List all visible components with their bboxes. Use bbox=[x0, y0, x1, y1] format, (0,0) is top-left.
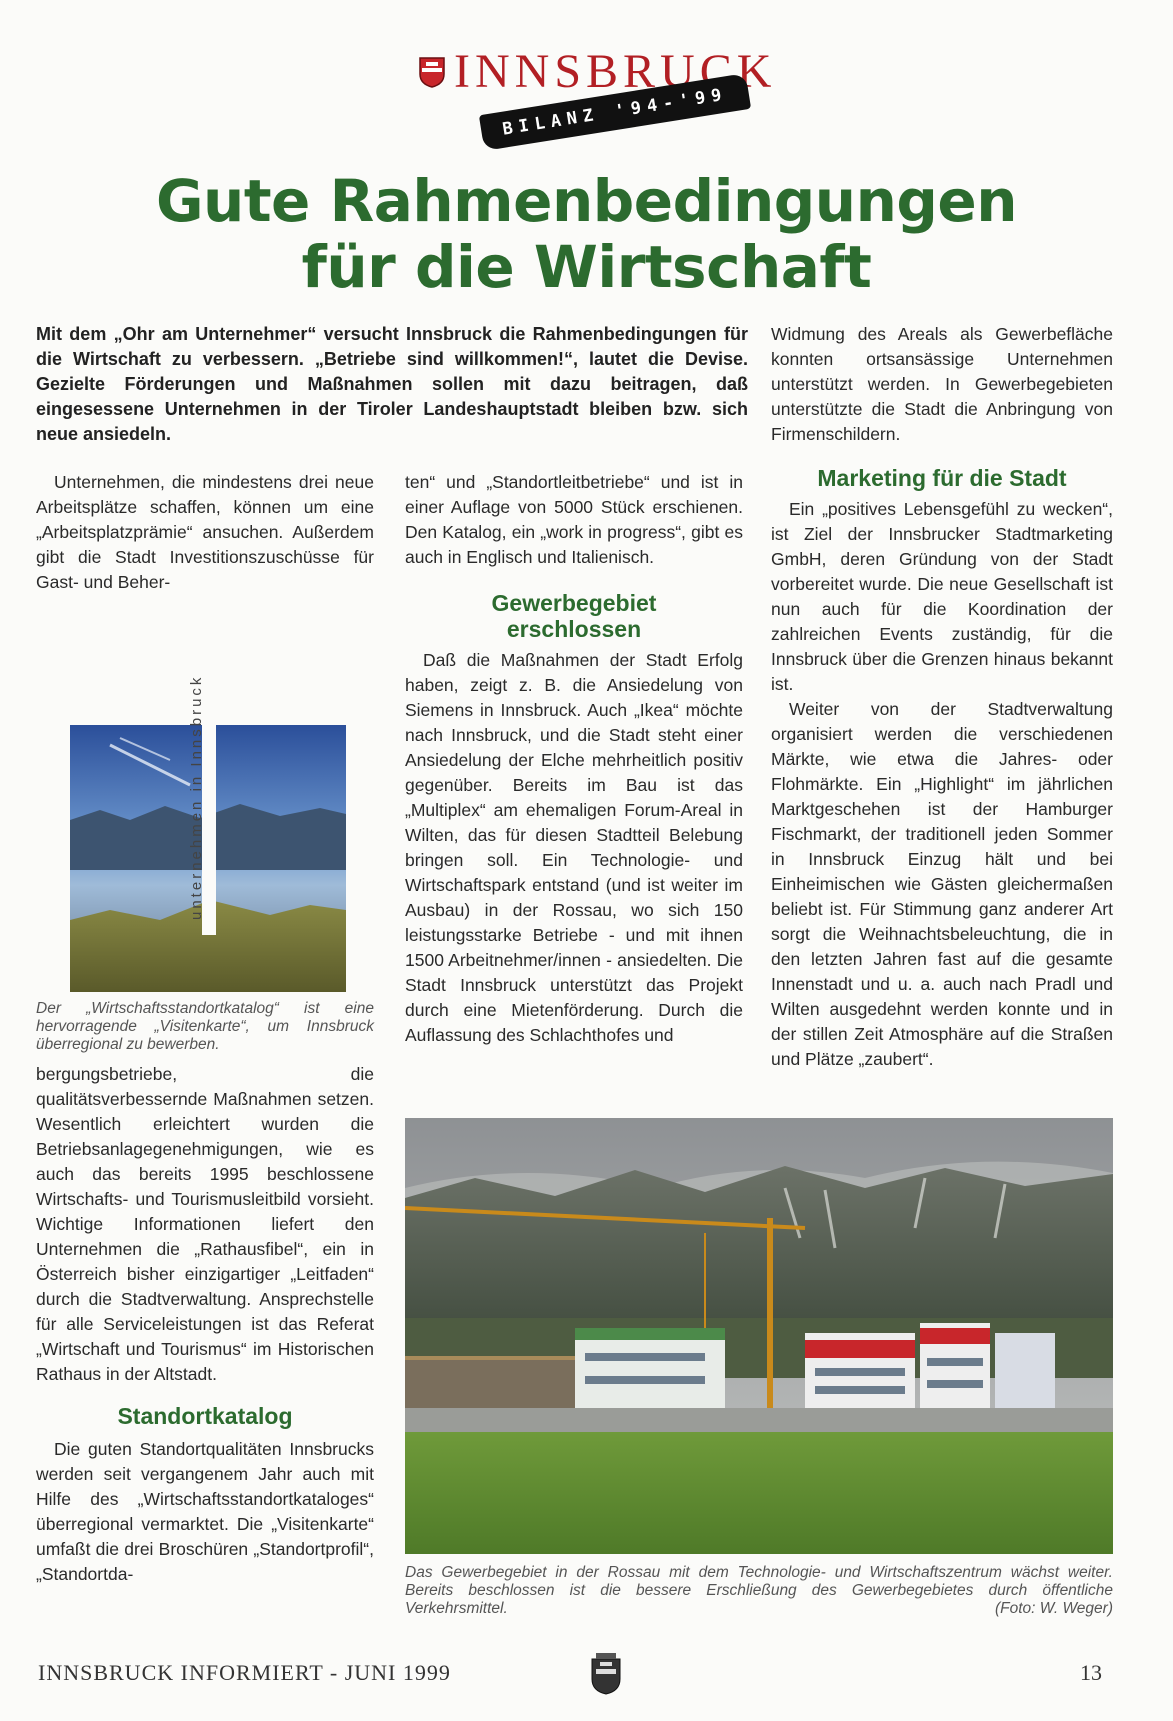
article-headline bbox=[60, 168, 1113, 300]
footer-crest-icon bbox=[590, 1651, 622, 1695]
col2-heading-line-2: erschlossen bbox=[506, 616, 642, 642]
col1-heading: Standortkatalog bbox=[117, 1403, 293, 1429]
catalog-image bbox=[70, 620, 346, 992]
col3-paragraph-1: Widmung des Areals als Gewerbefläche konnten ortsansässige Unternehmen unterstützt werden. In Gewerbegebieten unterstützte die Stadt die Anbringung von Firmenschildern. bbox=[771, 324, 1113, 444]
footer-publication: INNSBRUCK INFORMIERT - JUNI 1999 bbox=[38, 1660, 451, 1685]
masthead bbox=[410, 45, 777, 158]
headline-line-2: für die Wirtschaft bbox=[301, 233, 872, 301]
footer-page-number: 13 bbox=[1080, 1660, 1102, 1685]
column-1-bottom bbox=[36, 1062, 374, 1587]
col2-paragraph-2: Daß die Maßnahmen der Stadt Erfolg haben, zeigt z. B. die Ansiedelung von Siemens in Innsbruck. Auch „Ikea“ möchte nach Innsbruck, und die Stadt steht einer Ansiedelung der Elche mehrheitlich positiv gegenüber. Bereits im Bau ist das „Multiplex“ am ehemaligen Forum-Areal in Wilten, das für diesen Stadtteil Belebung bringen soll. Ein Technologie- und Wirtschaftspark entstand (und ist weiter im Ausbau) in der Rossau, wo sich 150 leistungsstarke Betriebe - und mit ihnen 1500 Arbeitnehmer/innen - ansiedelten. Die Stadt Innsbruck unterstützt das Projekt durch eine Mietenförderung. Durch die Auflassung des Schlachthofes und bbox=[405, 650, 743, 1045]
masthead-title: INNSBRUCK bbox=[454, 45, 777, 98]
catalog-vertical-title: unternehmen in Innsbruck bbox=[188, 674, 205, 920]
catalog-caption: Der „Wirtschaftsstandortkatalog“ ist eine hervorragende „Visitenkarte“, um Innsbruck überregional zu bewerben. bbox=[36, 1000, 374, 1053]
col2-heading-line-1: Gewerbegebiet bbox=[491, 590, 657, 616]
city-crest-icon bbox=[418, 56, 446, 88]
col1-paragraph-2: bergungsbetriebe, die qualitätsverbessernde Maßnahmen setzen. Wesentlich erleichtert wurden die Betriebsanlagegenehmigungen, wie es auch das bereits 1995 beschlossene Wirtschafts- und Tourismusleitbild vorsieht. Wichtige Informationen liefert den Unternehmen die „Rathausfibel“, ein in Österreich bisher einzigartiger „Leitfaden“ durch die Stadtverwaltung. Ansprechstelle für alle Serviceleistungen ist das Referat „Wirtschaft und Tourismus“ im Historischen Rathaus in der Altstadt. bbox=[36, 1064, 374, 1384]
col3-paragraph-2: Ein „positives Lebensgefühl zu wecken“, ist Ziel der Innsbrucker Stadtmarketing GmbH, deren Gründung von der Stadt vorbereitet wurde. Die neue Gesellschaft ist nun auch für die Koordination der zahlreichen Events zuständig, für die Innsbruck über die Grenzen hinaus bekannt ist. bbox=[771, 499, 1113, 694]
business-park-photo bbox=[405, 1118, 1113, 1554]
column-2 bbox=[405, 470, 743, 1048]
column-1-top bbox=[36, 470, 374, 595]
bilanz-label: BILANZ '94-'99 bbox=[501, 84, 729, 140]
col2-heading bbox=[405, 590, 743, 642]
photo-credit: (Foto: W. Weger) bbox=[995, 1600, 1113, 1617]
photo-caption bbox=[405, 1564, 1113, 1618]
col3-paragraph-3: Weiter von der Stadtverwaltung organisiert werden die verschiedenen Märkte, wie etwa die Jahres- oder Flohmärkte. Ein „Highlight“ im jährlichen Marktgeschehen ist der Hamburger Fischmarkt, der traditionell jeden Sommer in Innsbruck Einzug hält und bei Einheimischen wie Gästen gleichermaßen beliebt ist. Für Stimmung ganz anderer Art sorgt die Weihnachtsbeleuchtung, die in den letzten Jahren fast auf die gesamte Innenstadt und u. a. auch nach Pradl und Wilten ausgedehnt werden konnte und in der stillen Zeit Atmosphäre auf die Straßen und Plätze „zaubert“. bbox=[771, 699, 1113, 1069]
business-park-illustration bbox=[405, 1118, 1113, 1554]
column-3 bbox=[771, 322, 1113, 1072]
col3-heading: Marketing für die Stadt bbox=[817, 465, 1067, 491]
col1-paragraph-3: Die guten Standortqualitäten Innsbrucks werden seit vergangenem Jahr auch mit Hilfe des „Wirtschaftsstandortkataloges“ überregional vermarktet. Die „Visitenkarte“ umfaßt die drei Broschüren „Standortprofil“, „Standortda- bbox=[36, 1439, 374, 1584]
catalog-brochure-illustration bbox=[70, 620, 346, 992]
col2-paragraph-1: ten“ und „Standortleitbetriebe“ und ist in einer Auflage von 5000 Stück erschienen. Den Katalog, ein „work in progress“, gibt es auch in Englisch und Italienisch. bbox=[405, 472, 743, 567]
col1-paragraph-1: Unternehmen, die mindestens drei neue Arbeitsplätze schaffen, können um eine „Arbeitsplatzprämie“ ansuchen. Außerdem gibt die Stadt Investitionszuschüsse für Gast- und Beher- bbox=[36, 472, 374, 592]
headline-line-1: Gute Rahmenbedingungen bbox=[155, 167, 1018, 235]
photo-caption-text: Das Gewerbegebiet in der Rossau mit dem Technologie- und Wirtschaftszentrum wächst weiter. Bereits beschlossen ist die bessere Erschließung des Gewerbegebietes durch öffentliche Verkehrsmittel. bbox=[405, 1564, 1113, 1617]
lead-paragraph: Mit dem „Ohr am Unternehmer“ versucht Innsbruck die Rahmenbedingungen für die Wirtschaft zu verbessern. „Betriebe sind willkommen!“, lautet die Devise. Gezielte Förderungen und Maßnahmen sollen mit dazu beitragen, daß eingesessene Unternehmen in der Tiroler Landeshauptstadt bleiben bzw. sich neue ansiedeln. bbox=[36, 324, 748, 444]
